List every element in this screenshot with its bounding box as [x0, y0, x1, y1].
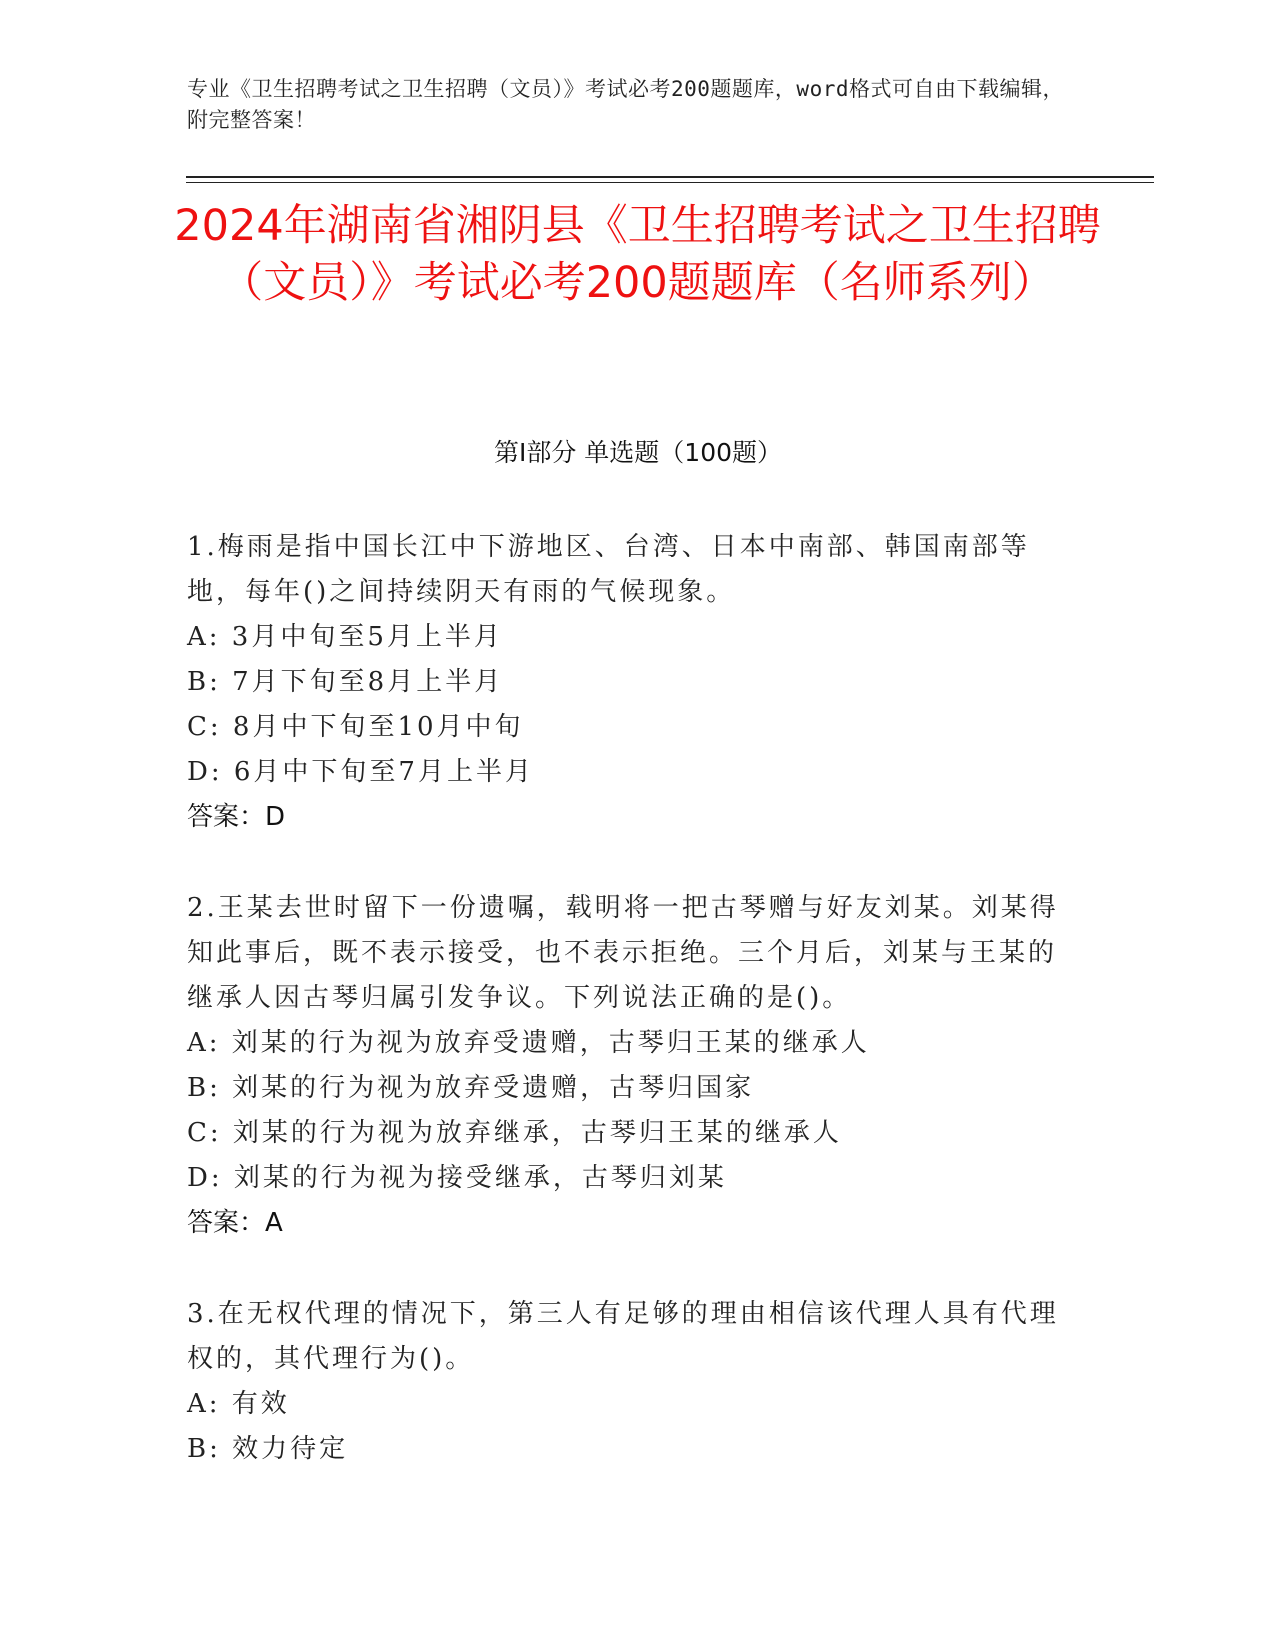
question-1 — [187, 525, 1067, 840]
answer: 答案：A — [187, 1208, 283, 1238]
question-text: 2.王某去世时留下一份遗嘱，载明将一把古琴赠与好友刘某。刘某得知此事后，既不表示接受，也不表示拒绝。三个月后，刘某与王某的继承人因古琴归属引发争议。下列说法正确的是()。 — [187, 893, 1059, 1013]
document-title: 2024年湖南省湘阴县《卫生招聘考试之卫生招聘（文员）》考试必考200题题库（名师系列） — [174, 201, 1101, 308]
option-a: A: 有效 — [187, 1389, 290, 1419]
option-a: A: 刘某的行为视为放弃受遗赠，古琴归王某的继承人 — [187, 1028, 870, 1058]
option-b: B: 7月下旬至8月上半月 — [187, 667, 504, 697]
question-text: 1.梅雨是指中国长江中下游地区、台湾、日本中南部、韩国南部等地，每年()之间持续阴天有雨的气候现象。 — [187, 532, 1030, 607]
question-text: 3.在无权代理的情况下，第三人有足够的理由相信该代理人具有代理权的，其代理行为()。 — [187, 1299, 1059, 1374]
option-c: C: 刘某的行为视为放弃继承，古琴归王某的继承人 — [187, 1118, 842, 1148]
option-d: D: 6月中下旬至7月上半月 — [187, 757, 534, 787]
option-b: B: 刘某的行为视为放弃受遗赠，古琴归国家 — [187, 1073, 755, 1103]
question-2 — [187, 886, 1067, 1246]
option-d: D: 刘某的行为视为接受继承，古琴归刘某 — [187, 1163, 727, 1193]
header-divider-thin — [186, 182, 1154, 183]
section-title: 第Ⅰ部分 单选题（100题） — [493, 438, 783, 467]
option-a: A: 3月中旬至5月上半月 — [187, 622, 503, 652]
question-3 — [187, 1292, 1067, 1472]
header-divider-thick — [186, 176, 1154, 178]
option-b: B: 效力待定 — [187, 1434, 349, 1464]
header-note: 专业《卫生招聘考试之卫生招聘（文员）》考试必考200题题库，word格式可自由下载编辑，附完整答案！ — [187, 77, 1064, 132]
answer: 答案：D — [187, 802, 286, 832]
question-list — [187, 525, 1067, 1518]
option-c: C: 8月中下旬至10月中旬 — [187, 712, 524, 742]
